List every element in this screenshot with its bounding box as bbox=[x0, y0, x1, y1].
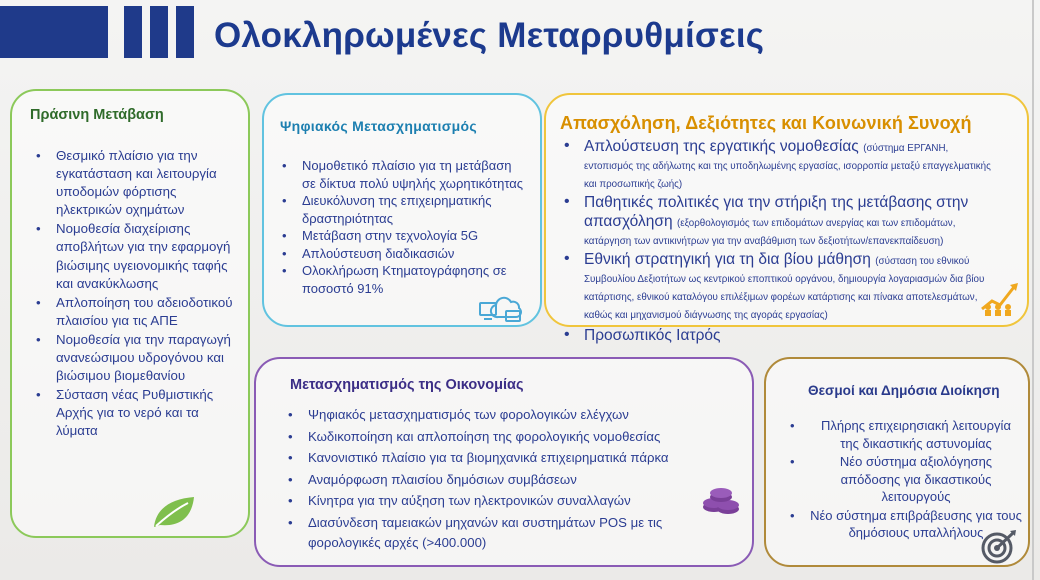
panel-employment-skills bbox=[544, 93, 1029, 344]
coins-icon bbox=[700, 483, 742, 519]
item-list bbox=[284, 405, 714, 555]
list-item: • Κωδικοποίηση και απλοποίηση της φορολογικής νομοθεσίας bbox=[284, 427, 714, 448]
panel-title: Πράσινη Μετάβαση bbox=[30, 107, 164, 123]
panel-digital-transformation bbox=[262, 93, 542, 327]
header-bar-wide bbox=[0, 6, 108, 58]
list-item: • Σύσταση νέας Ρυθμιστικής Αρχής για το νερό και τα λύματα bbox=[32, 386, 242, 440]
target-icon bbox=[980, 529, 1018, 565]
panel-institutions-administration bbox=[764, 357, 1030, 567]
list-item: • Ολοκλήρωση Κτηματογράφησης σε ποσοστό 91% bbox=[278, 262, 526, 297]
item-detail-text: (εξορθολογισμός των επιδομάτων ανεργίας και των επιδομάτων, κατάργηση των αντικινήτρων για την αναβάθμιση των δεξιοτήτων/επανεκπαίδευση) bbox=[584, 218, 956, 247]
item-list bbox=[786, 417, 1022, 543]
item-main-text: Προσωπικός Ιατρός bbox=[584, 327, 721, 344]
list-item bbox=[560, 250, 1000, 323]
list-item bbox=[560, 193, 1000, 249]
panel-title: Θεσμοί και Δημόσια Διοίκηση bbox=[808, 383, 1000, 398]
list-item: • Απλούστευση διαδικασιών bbox=[278, 245, 526, 263]
list-item: • Αναμόρφωση πλαισίου δημόσιων συμβάσεων bbox=[284, 470, 714, 491]
list-item: • Νέο σύστημα αξιολόγησης απόδοσης για δικαστικούς λειτουργούς bbox=[786, 453, 1022, 506]
page-title: Ολοκληρωμένες Μεταρρυθμίσεις bbox=[214, 16, 765, 55]
growth-people-icon bbox=[978, 279, 1022, 317]
list-item: • Νομοθετικό πλαίσιο για τη μετάβαση σε δίκτυα πολύ υψηλής χωρητικότητας bbox=[278, 157, 526, 192]
list-item: • Νέο σύστημα επιβράβευσης για τους δημόσιους υπαλλήλους bbox=[786, 507, 1022, 542]
item-detail-text: (σύσταση του εθνικού Συμβουλίου Δεξιοτήτων ως κεντρικού εποπτικού οργάνου, δημιουργία λογαριασμών δια βίου κατάρτισης, εθνικού καταλόγου επιλέξιμων φορέων κατάρτισης και πίνακα αποτελεσμάτων, καθώς και μηχανισμού διάγνωσης της αγοράς εργασίας) bbox=[584, 256, 985, 321]
header-bar-stripe bbox=[124, 6, 142, 58]
item-list bbox=[560, 137, 1000, 346]
list-item: • Μετάβαση στην τεχνολογία 5G bbox=[278, 227, 526, 245]
list-item: • Κανονιστικό πλαίσιο για τα βιομηχανικά επιχειρηματικά πάρκα bbox=[284, 448, 714, 469]
leaf-icon bbox=[150, 495, 198, 529]
list-item: • Απλοποίηση του αδειοδοτικού πλαισίου για τις ΑΠΕ bbox=[32, 294, 242, 330]
panel-green-transition bbox=[10, 89, 250, 538]
list-item: • Θεσμικό πλαίσιο για την εγκατάσταση και λειτουργία υποδομών φόρτισης ηλεκτρικών οχημάτων bbox=[32, 147, 242, 219]
list-item bbox=[560, 137, 1000, 192]
panel-title: Ψηφιακός Μετασχηματισμός bbox=[280, 118, 477, 134]
header-bar-stripe bbox=[150, 6, 168, 58]
list-item: • Ψηφιακός μετασχηματισμός των φορολογικών ελέγχων bbox=[284, 405, 714, 426]
list-item: • Πλήρης επιχειρησιακή λειτουργία της δικαστικής αστυνομίας bbox=[786, 417, 1022, 452]
list-item: • Κίνητρα για την αύξηση των ηλεκτρονικών συναλλαγών bbox=[284, 491, 714, 512]
list-item: • Νομοθεσία διαχείρισης αποβλήτων για την εφαρμογή βιώσιμης υγειονομικής ταφής και ανακύκλωσης bbox=[32, 220, 242, 292]
list-item: • Διευκόλυνση της επιχειρηματικής δραστηριότητας bbox=[278, 192, 526, 227]
item-main-text: Απλούστευση της εργατικής νομοθεσίας bbox=[584, 138, 859, 155]
panel-title: Απασχόληση, Δεξιότητες και Κοινωνική Συνοχή bbox=[560, 113, 972, 133]
list-item: • Νομοθεσία για την παραγωγή ανανεώσιμου υδρογόνου και βιώσιμου βιομεθανίου bbox=[32, 331, 242, 385]
panel-title: Μετασχηματισμός της Οικονομίας bbox=[290, 377, 524, 393]
header-bar-stripe bbox=[176, 6, 194, 58]
list-item bbox=[560, 326, 1000, 345]
cloud-devices-icon bbox=[476, 291, 526, 325]
item-list bbox=[32, 147, 242, 442]
item-main-text: Εθνική στρατηγική για τη δια βίου μάθηση bbox=[584, 251, 871, 268]
item-list bbox=[278, 157, 526, 297]
panel-economy-transformation bbox=[254, 357, 754, 567]
window-edge-divider bbox=[1032, 0, 1034, 580]
item-detail-text: (σύστημα ΕΡΓΑΝΗ, εντοπισμός της αδήλωτης και της υποδηλωμένης εργασίας, ισορροπία μεταξύ επαγγελματικής και προσωπικής ζωής) bbox=[584, 143, 991, 190]
item-main-text: Παθητικές πολιτικές για την στήριξη της μετάβασης στην απασχόληση bbox=[584, 194, 969, 230]
list-item: • Διασύνδεση ταμειακών μηχανών και συστημάτων POS με τις φορολογικές αρχές (>400.000) bbox=[284, 513, 714, 554]
